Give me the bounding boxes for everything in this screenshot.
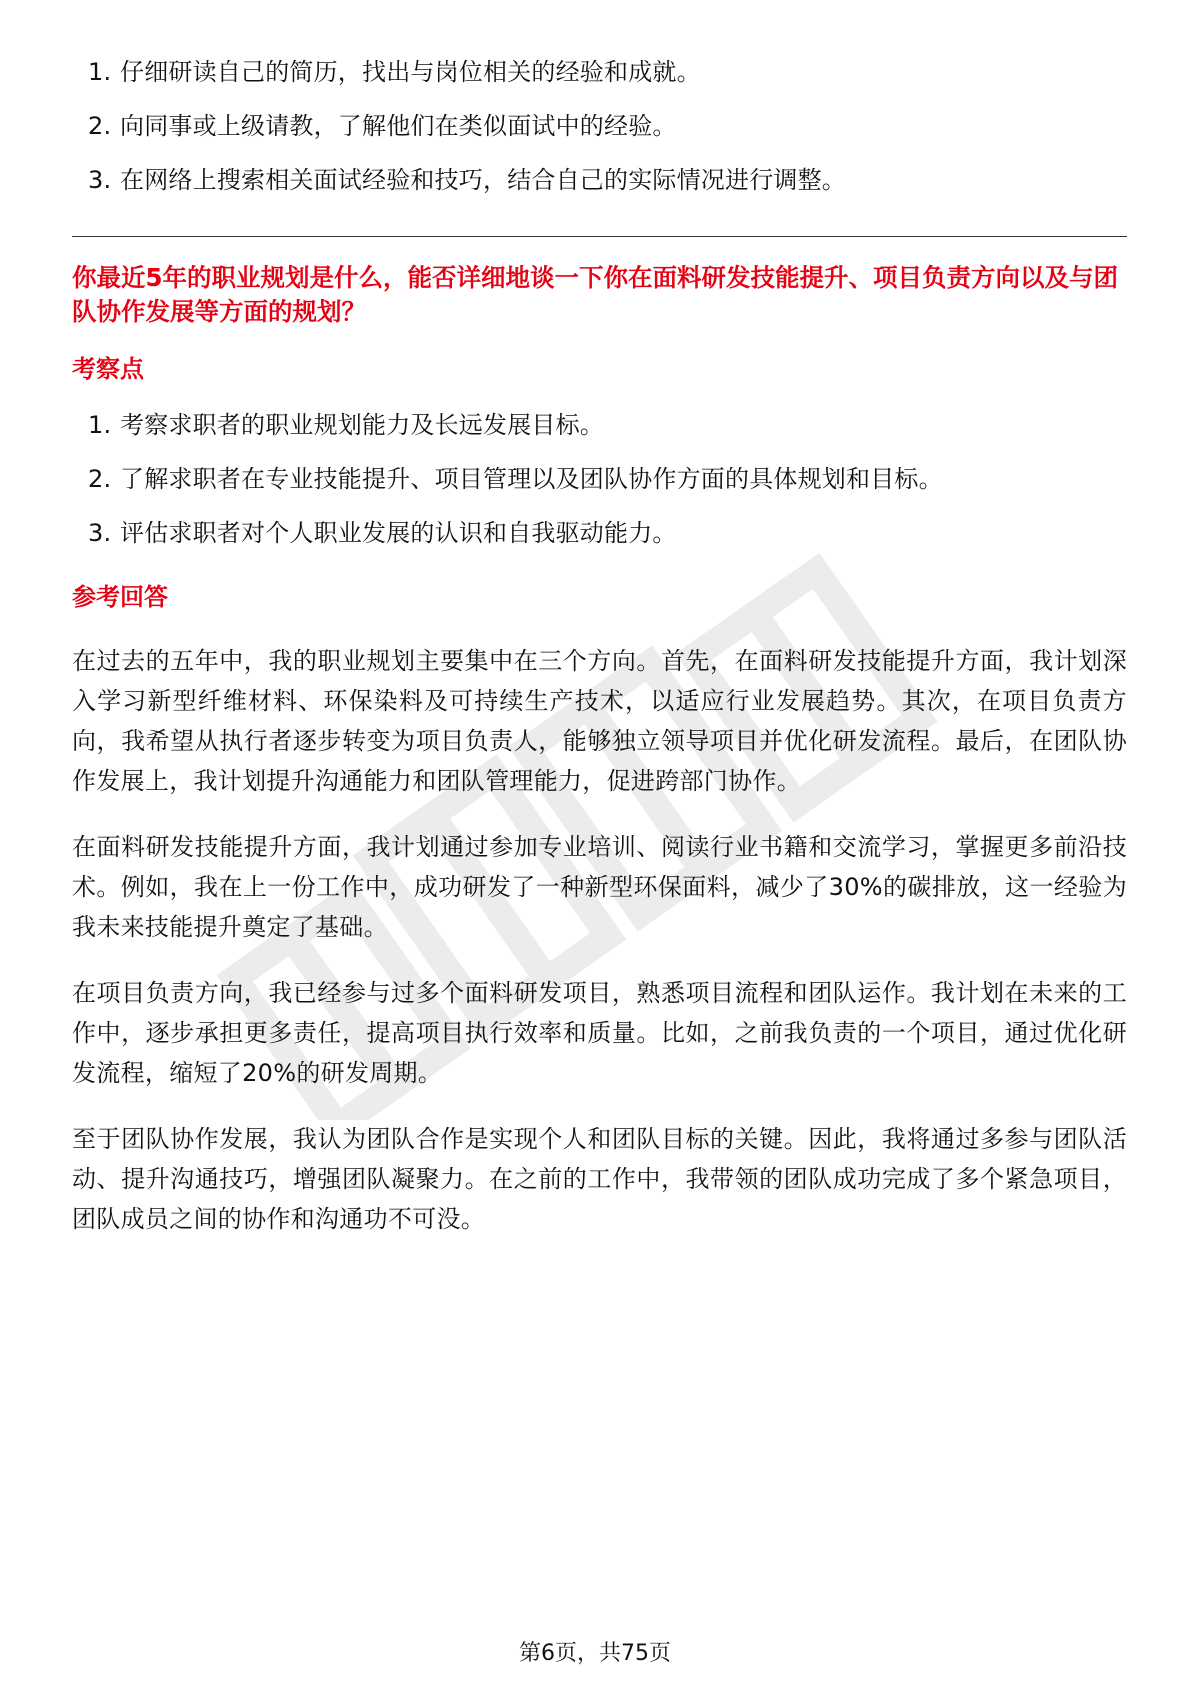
list-item: 3. 在网络上搜索相关面试经验和技巧，结合自己的实际情况进行调整。 [88, 166, 846, 194]
answer-paragraph: 在过去的五年中，我的职业规划主要集中在三个方向。首先，在面料研发技能提升方面，我计划深入学习新型纤维材料、环保染料及可持续生产技术，以适应行业发展趋势。其次，在项目负责方向，我希望从执行者逐步转变为项目负责人，能够独立领导项目并优化研发流程。最后，在团队协作发展上，我计划提升沟通能力和团队管理能力，促进跨部门协作。 [72, 647, 1127, 795]
list-item: 2. 向同事或上级请教，了解他们在类似面试中的经验。 [88, 112, 677, 140]
answer-paragraph: 在项目负责方向，我已经参与过多个面料研发项目，熟悉项目流程和团队运作。我计划在未来的工作中，逐步承担更多责任，提高项目执行效率和质量。比如，之前我负责的一个项目，通过优化研发流程，缩短了20%的研发周期。 [72, 979, 1127, 1087]
interview-question: 你最近5年的职业规划是什么，能否详细地谈一下你在面料研发技能提升、项目负责方向以及与团队协作发展等方面的规划？ [72, 263, 1119, 326]
list-item-text: 评估求职者对个人职业发展的认识和自我驱动能力。 [120, 519, 677, 547]
focus-points-list [72, 409, 1127, 549]
answer-heading: 参考回答 [72, 583, 168, 611]
answer-paragraph: 在面料研发技能提升方面，我计划通过参加专业培训、阅读行业书籍和交流学习，掌握更多前沿技术。例如，我在上一份工作中，成功研发了一种新型环保面料，减少了30%的碳排放，这一经验为我未来技能提升奠定了基础。 [72, 833, 1127, 941]
section-divider [72, 236, 1127, 237]
list-item-text: 仔细研读自己的简历，找出与岗位相关的经验和成就。 [120, 58, 701, 86]
list-item-text: 向同事或上级请教，了解他们在类似面试中的经验。 [120, 112, 677, 140]
preparation-steps-list [72, 56, 1127, 196]
list-item: 1. 考察求职者的职业规划能力及长远发展目标。 [88, 411, 604, 439]
list-item-text: 考察求职者的职业规划能力及长远发展目标。 [120, 411, 604, 439]
focus-heading: 考察点 [72, 355, 144, 383]
document-page [72, 56, 1127, 1265]
list-item-text: 在网络上搜索相关面试经验和技巧，结合自己的实际情况进行调整。 [120, 166, 846, 194]
answer-paragraph: 至于团队协作发展，我认为团队合作是实现个人和团队目标的关键。因此，我将通过多参与团队活动、提升沟通技巧，增强团队凝聚力。在之前的工作中，我带领的团队成功完成了多个紧急项目，团队成员之间的协作和沟通功不可没。 [72, 1125, 1127, 1233]
page-number-footer: 第6页，共75页 [519, 1641, 671, 1666]
list-item: 1. 仔细研读自己的简历，找出与岗位相关的经验和成就。 [88, 58, 701, 86]
list-item: 2. 了解求职者在专业技能提升、项目管理以及团队协作方面的具体规划和目标。 [88, 465, 943, 493]
list-item-text: 了解求职者在专业技能提升、项目管理以及团队协作方面的具体规划和目标。 [120, 465, 943, 493]
list-item: 3. 评估求职者对个人职业发展的认识和自我驱动能力。 [88, 519, 677, 547]
